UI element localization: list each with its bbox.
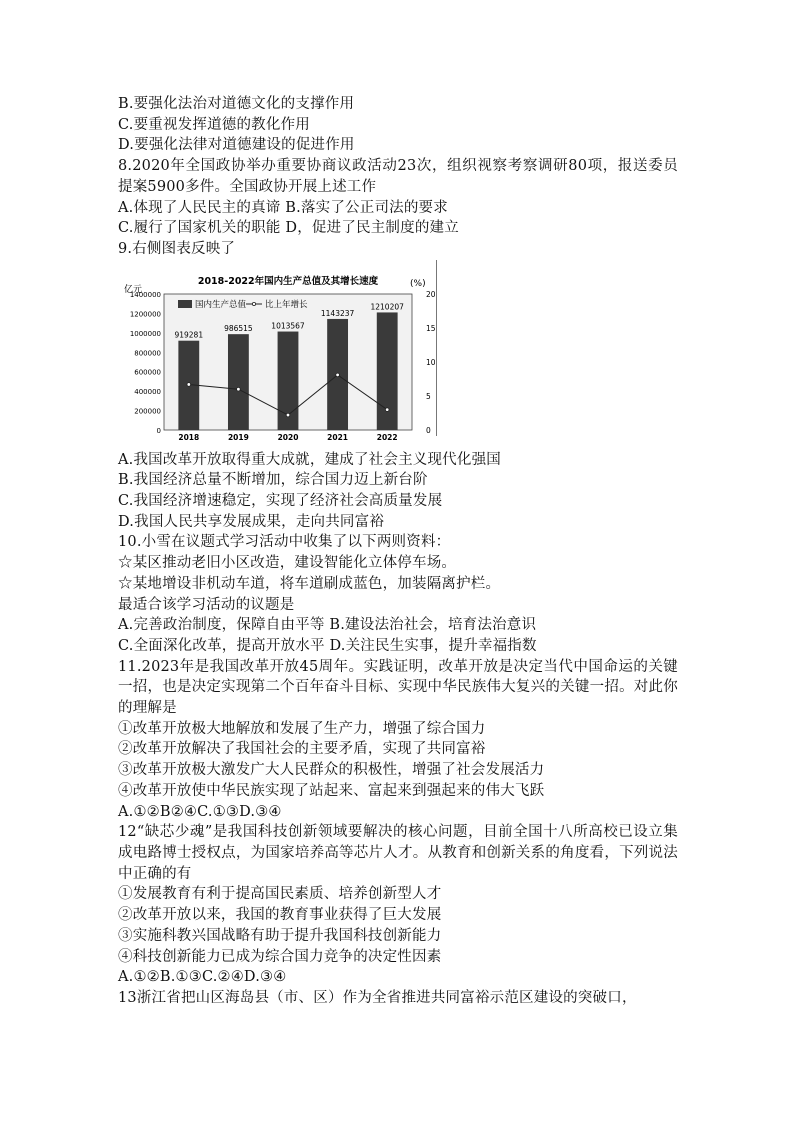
- question-9-option: D.我国人民共享发展成果，走向共同富裕: [118, 513, 385, 530]
- legend-line-label: 比上年增长: [265, 299, 308, 310]
- question-13-stem: 13浙江省把山区海岛县（市、区）作为全省推进共同富裕示范区建设的突破口，: [118, 989, 637, 1006]
- question-10-line: ☆某地增设非机动车道，将车道刷成蓝色，加装隔离护栏。: [118, 575, 501, 592]
- y-right-tick-label: 15: [426, 323, 436, 333]
- y-right-tick-label: 10: [426, 357, 436, 367]
- question-11-item: ③改革开放极大激发广大人民群众的积极性，增强了社会发展活力: [118, 762, 545, 779]
- question-9-option: A.我国改革开放取得重大成就，建成了社会主义现代化强国: [118, 451, 501, 468]
- growth-point: [187, 382, 191, 386]
- question-10-line: ☆某区推动老旧小区改造，建设智能化立体停车场。: [118, 555, 457, 572]
- bar-value-label: 986515: [224, 323, 253, 333]
- question-12-stem: 12“缺芯少魂”是我国科技创新领域要解决的核心问题，目前全国十八所高校已设立集成电路博士授权点，为国家培养高等芯片人才。从教育和创新关系的角度看，下列说法中正确的有: [118, 824, 678, 882]
- y-left-unit: 亿元: [124, 284, 143, 295]
- gdp-chart-svg: [120, 264, 450, 448]
- y-right-tick-label: 0: [426, 425, 431, 435]
- y-right-unit: (%): [410, 278, 426, 289]
- question-8-option: C.履行了国家机关的职能 D，促进了民主制度的建立: [118, 220, 459, 237]
- bar-value-label: 919281: [174, 330, 204, 340]
- y-left-tick-label: 0: [156, 426, 161, 435]
- option-line: C.要重视发挥道德的教化作用: [118, 116, 310, 133]
- question-11-stem: 11.2023年是我国改革开放45周年。实践证明，改革开放是决定当代中国命运的关键一招，也是决定实现第二个百年奋斗目标、实现中华民族伟大复兴的关键一招。对此你的理解是: [118, 658, 678, 717]
- question-11-item: ①改革开放极大地解放和发展了生产力，增强了综合国力: [118, 720, 486, 737]
- y-left-tick-label: 600000: [134, 368, 161, 377]
- growth-point: [385, 407, 389, 411]
- y-left-tick-label: 1400000: [129, 290, 161, 299]
- x-tick-label: 2019: [227, 432, 249, 442]
- question-12-options: A.①②B.①③C.②④D.③④: [118, 969, 287, 986]
- growth-point: [336, 373, 340, 377]
- y-right-tick-label: 20: [426, 289, 436, 299]
- question-10-option: C.全面深化改革，提高开放水平 D.关注民生实事，提升幸福指数: [118, 637, 537, 654]
- question-11-item: ④改革开放使中华民族实现了站起来、富起来到强起来的伟大飞跃: [118, 782, 545, 799]
- question-11-item: ②改革开放解决了我国社会的主要矛盾，实现了共同富裕: [118, 741, 486, 758]
- x-tick-label: 2022: [376, 432, 398, 442]
- question-10-line: 10.小雪在议题式学习活动中收集了以下两则资料：: [118, 534, 451, 551]
- growth-point: [237, 387, 241, 391]
- question-10-line: 最适合该学习活动的议题是: [118, 596, 295, 613]
- y-left-tick-label: 1000000: [129, 329, 161, 338]
- question-8-option: A.体现了人民民主的真谛 B.落实了公正司法的要求: [118, 199, 448, 216]
- legend-bar-label: 国内生产总值: [195, 299, 247, 310]
- question-9-option: B.我国经济总量不断增加，综合国力迈上新台阶: [118, 472, 428, 489]
- exam-page: [118, 94, 678, 1009]
- y-left-tick-label: 1200000: [129, 310, 161, 319]
- question-12-item: ②改革开放以来，我国的教育事业获得了巨大发展: [118, 907, 442, 924]
- question-12-item: ④科技创新能力已成为综合国力竞争的决定性因素: [118, 948, 442, 965]
- x-tick-label: 2021: [327, 432, 349, 442]
- gdp-chart: [120, 264, 450, 448]
- growth-point: [286, 413, 290, 417]
- y-left-tick-label: 800000: [134, 348, 161, 357]
- question-11-options: A.①②B②④C.①③D.③④: [118, 803, 282, 820]
- option-line: D.要强化法律对道德建设的促进作用: [118, 137, 355, 154]
- question-12-item: ①发展教育有利于提高国民素质、培养创新型人才: [118, 886, 442, 903]
- gdp-bar: [228, 334, 249, 430]
- question-9-option: C.我国经济增速稳定，实现了经济社会高质量发展: [118, 493, 443, 510]
- bar-value-label: 1013567: [271, 321, 305, 331]
- question-12-item: ③实施科教兴国战略有助于提升我国科技创新能力: [118, 927, 442, 944]
- y-right-tick-label: 5: [426, 391, 431, 401]
- bar-value-label: 1210207: [370, 302, 404, 312]
- y-left-tick-label: 200000: [134, 407, 161, 416]
- question-9-stem: 9.右侧图表反映了: [118, 240, 236, 257]
- gdp-bar: [377, 312, 398, 430]
- x-tick-label: 2020: [277, 432, 299, 442]
- question-8-stem: 8.2020年全国政协举办重要协商议政活动23次，组织视察考察调研80项，报送委员提案5900多件。全国政协开展上述工作: [118, 158, 678, 195]
- option-line: B.要强化法治对道德文化的支撑作用: [118, 96, 355, 112]
- legend-line-marker: [252, 302, 255, 305]
- legend-bar-swatch: [178, 300, 192, 308]
- question-10-option: A.完善政治制度，保障自由平等 B.建设法治社会，培育法治意识: [118, 617, 537, 634]
- chart-title: 2018-2022年国内生产总值及其增长速度: [197, 275, 379, 287]
- x-tick-label: 2018: [178, 432, 200, 442]
- bar-value-label: 1143237: [320, 308, 355, 318]
- y-left-tick-label: 400000: [134, 387, 161, 396]
